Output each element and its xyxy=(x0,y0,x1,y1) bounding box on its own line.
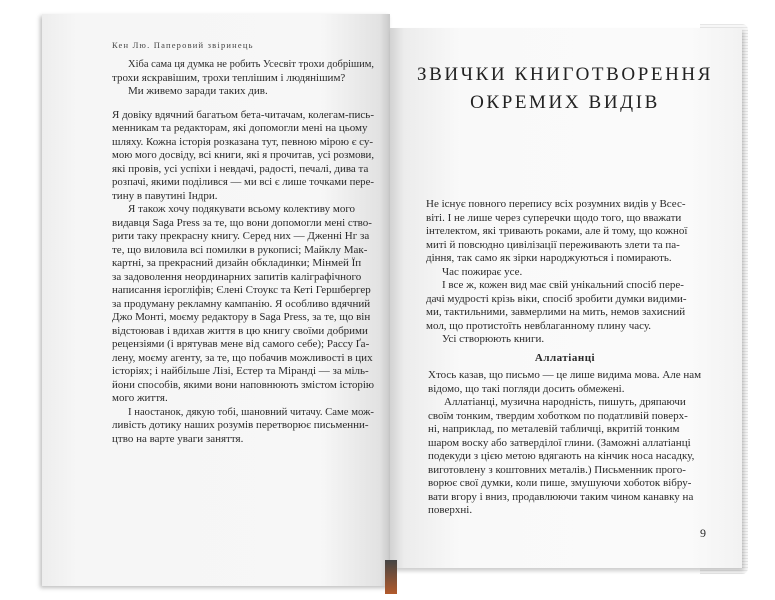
text-line: Усі створюють книги. xyxy=(442,333,545,345)
text-line: Я також хочу подякувати всьому колективу мого xyxy=(128,203,356,215)
text-line: видавця Saga Press за те, що вони допомогли мені ство- xyxy=(112,216,372,229)
text-line: поверхні. xyxy=(428,504,473,516)
text-line: І все ж, кожен вид має свій унікальний спосіб пере- xyxy=(442,279,684,291)
text-line: Час пожирає усе. xyxy=(442,265,523,278)
text-line: Ми живемо заради таких див. xyxy=(128,85,268,97)
page-number: 9 xyxy=(700,526,706,540)
text-line: за задоволення неординарних запитів каліграфічного xyxy=(112,270,362,283)
section-heading: Аллатіанці xyxy=(534,352,596,364)
text-line: мол, що протистоїть невблаганному плину часу. xyxy=(426,319,652,332)
running-header: Кен Лю. Паперовий звіринець xyxy=(112,40,254,50)
text-line: менникам та редакторам, які допомогли мені на цьому xyxy=(112,122,368,134)
text-line: дачі мудрості крізь віки, спосіб зробити думки видими- xyxy=(426,292,687,305)
text-line: тину в павутині Індри. xyxy=(112,189,218,202)
text-line: лену, моєму агенту, за те, що побачив можливості в цих xyxy=(112,351,373,364)
text-line: написання ієрогліфів; Єлені Стоукс та Кеті Гершбергер xyxy=(112,284,371,296)
text-line: картні, за прекрасний дизайн обкладинки; Мінмей Їп xyxy=(112,257,362,269)
text-line: йони способів, якими вони наповнюють змістом історію xyxy=(112,378,374,391)
text-line: Хіба сама ця думка не робить Усесвіт трохи добрішим, xyxy=(128,58,374,70)
text-line: рити таку прекрасну книгу. Серед них — Дженні Нг за xyxy=(112,230,370,242)
text-line: шляху. Кожна історія розказана тут, певною мірою є су- xyxy=(112,135,374,148)
text-line: діння, так само як зірки народжуються і помирають. xyxy=(426,252,672,264)
text-line: цтво на варте уваги заняття. xyxy=(112,432,244,445)
text-line: Хтось казав, що письмо — це лише видима мова. Але нам xyxy=(428,369,702,381)
text-line: подекуди з цією метою вдягають на кінчик носа насадку, xyxy=(428,450,695,462)
text-line: відомо, що такі погляди досить обмежені. xyxy=(428,382,625,395)
text-line: за продуману рекламну кампанію. Я особливо вдячний xyxy=(112,297,371,310)
text-line: мого життя. xyxy=(112,392,168,404)
text-line: розпачі, якими поділився — ми всі є лише точками пере- xyxy=(112,176,374,188)
text-line: трохи яскравішим, трохи теплішим і людянішим? xyxy=(112,71,346,84)
text-line: вати вгору і вниз, продавлюючи таким чином канавку на xyxy=(428,490,694,503)
text-line: ми, тактильними, завмерлими на мить, немов захисний xyxy=(426,306,686,318)
text-line: Не існує повного перепису всіх розумних видів у Всес- xyxy=(426,198,686,210)
text-line: ні, наприклад, по металевій табличці, вкритій тонким xyxy=(428,423,680,435)
text-line: шаром воску або затверділої глини. (Заможні аллатіанці xyxy=(428,436,691,449)
text-line: рецензіями (і врятував мене від самого себе); Рассу Ґа- xyxy=(112,338,370,350)
text-line: мою мого досвіду, всі книги, які я прочитав, усі розмови, xyxy=(112,149,375,161)
text-line: виготовлену з коштовних металів.) Письменник прого- xyxy=(428,463,686,476)
text-line: історіях; і найбільше Лізі, Естер та Міранді — за міль- xyxy=(112,365,369,377)
text-line: своїм тонким, твердим хоботком по податливій поверх- xyxy=(428,409,688,422)
text-line: відстоював і вдихав життя в цю книгу своїми добрими xyxy=(112,324,368,337)
text-line: Джо Монті, моєму редактору в Saga Press, за те, що він xyxy=(112,311,371,323)
text-line: інтелектом, які тривають роками, але й тому, що кожної xyxy=(426,225,688,237)
text-line: ливість дотику наших розумів перетворює письменни- xyxy=(112,419,369,431)
book-spine xyxy=(385,560,397,594)
text-line: І наостанок, дякую тобі, шановний читачу. Саме мож- xyxy=(128,405,375,418)
text-line: те, що виловила всі помилки в рукописі; Майклу Мак- xyxy=(112,243,368,256)
chapter-title-line-1: ЗВИЧКИ КНИГОТВОРЕННЯ xyxy=(416,64,714,85)
text-line: Аллатіанці, музична народність, пишуть, дряпаючи xyxy=(444,396,686,408)
text-line: віті. І не лише через суперечки щодо того, що вважати xyxy=(426,211,682,224)
text-line: які провів, усі успіхи і невдачі, радості, печалі, дива та xyxy=(112,162,369,175)
chapter-title-line-2: ОКРЕМИХ ВИДІВ xyxy=(470,92,660,113)
text-line: миті й повсюдно цивілізації переживають злети та па- xyxy=(426,238,680,251)
text-line: Я довіку вдячний багатьом бета-читачам, колегам-пись- xyxy=(112,108,374,121)
text-line: ворює свої думки, коли пише, змушуючи хоботок вібру- xyxy=(428,477,692,489)
